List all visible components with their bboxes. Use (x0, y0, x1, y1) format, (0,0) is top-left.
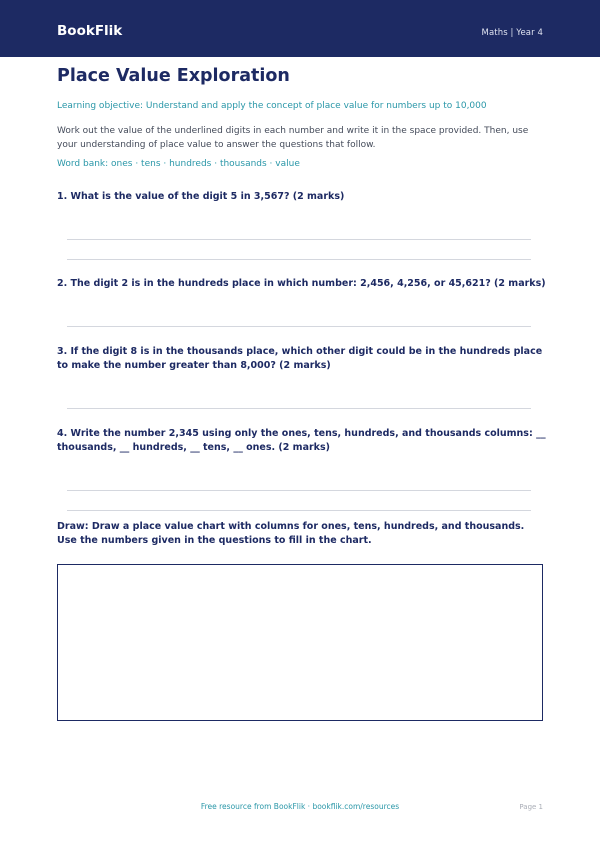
drawing-area[interactable] (57, 564, 543, 721)
learning-objective: Learning objective: Understand and apply the concept of place value for numbers up to 10,000 (57, 101, 487, 111)
subject-year-label: Maths | Year 4 (481, 28, 543, 38)
question-2: 2. The digit 2 is in the hundreds place in which number: 2,456, 4,256, or 45,621? (2 marks) (57, 278, 546, 289)
page-number: Page 1 (519, 803, 543, 811)
header-bar (0, 0, 600, 57)
word-bank: Word bank: ones · tens · hundreds · thousands · value (57, 159, 300, 169)
brand-logo[interactable]: BookFlik (57, 23, 123, 39)
question-1: 1. What is the value of the digit 5 in 3,567? (2 marks) (57, 191, 345, 202)
answer-line[interactable] (67, 490, 531, 491)
answer-line[interactable] (67, 239, 531, 240)
footer-credit[interactable]: Free resource from BookFlik · bookflik.com/resources (200, 802, 400, 811)
instructions: Work out the value of the underlined digits in each number and write it in the space provided. Then, use your understanding of place value to answer the questions that follow. (57, 126, 529, 150)
question-4: 4. Write the number 2,345 using only the ones, tens, hundreds, and thousands columns: __ thousands, __ hundreds, __ tens, __ ones. (2 marks) (57, 428, 546, 453)
worksheet-title: Place Value Exploration (57, 66, 290, 86)
answer-line[interactable] (67, 510, 531, 511)
question-3: 3. If the digit 8 is in the thousands place, which other digit could be in the hundreds place to make the number greater than 8,000? (2 marks) (57, 346, 543, 371)
answer-line[interactable] (67, 259, 531, 260)
answer-line[interactable] (67, 326, 531, 327)
answer-line[interactable] (67, 408, 531, 409)
draw-task: Draw: Draw a place value chart with columns for ones, tens, hundreds, and thousands. Use the numbers given in the questions to fill in the chart. (57, 521, 525, 546)
